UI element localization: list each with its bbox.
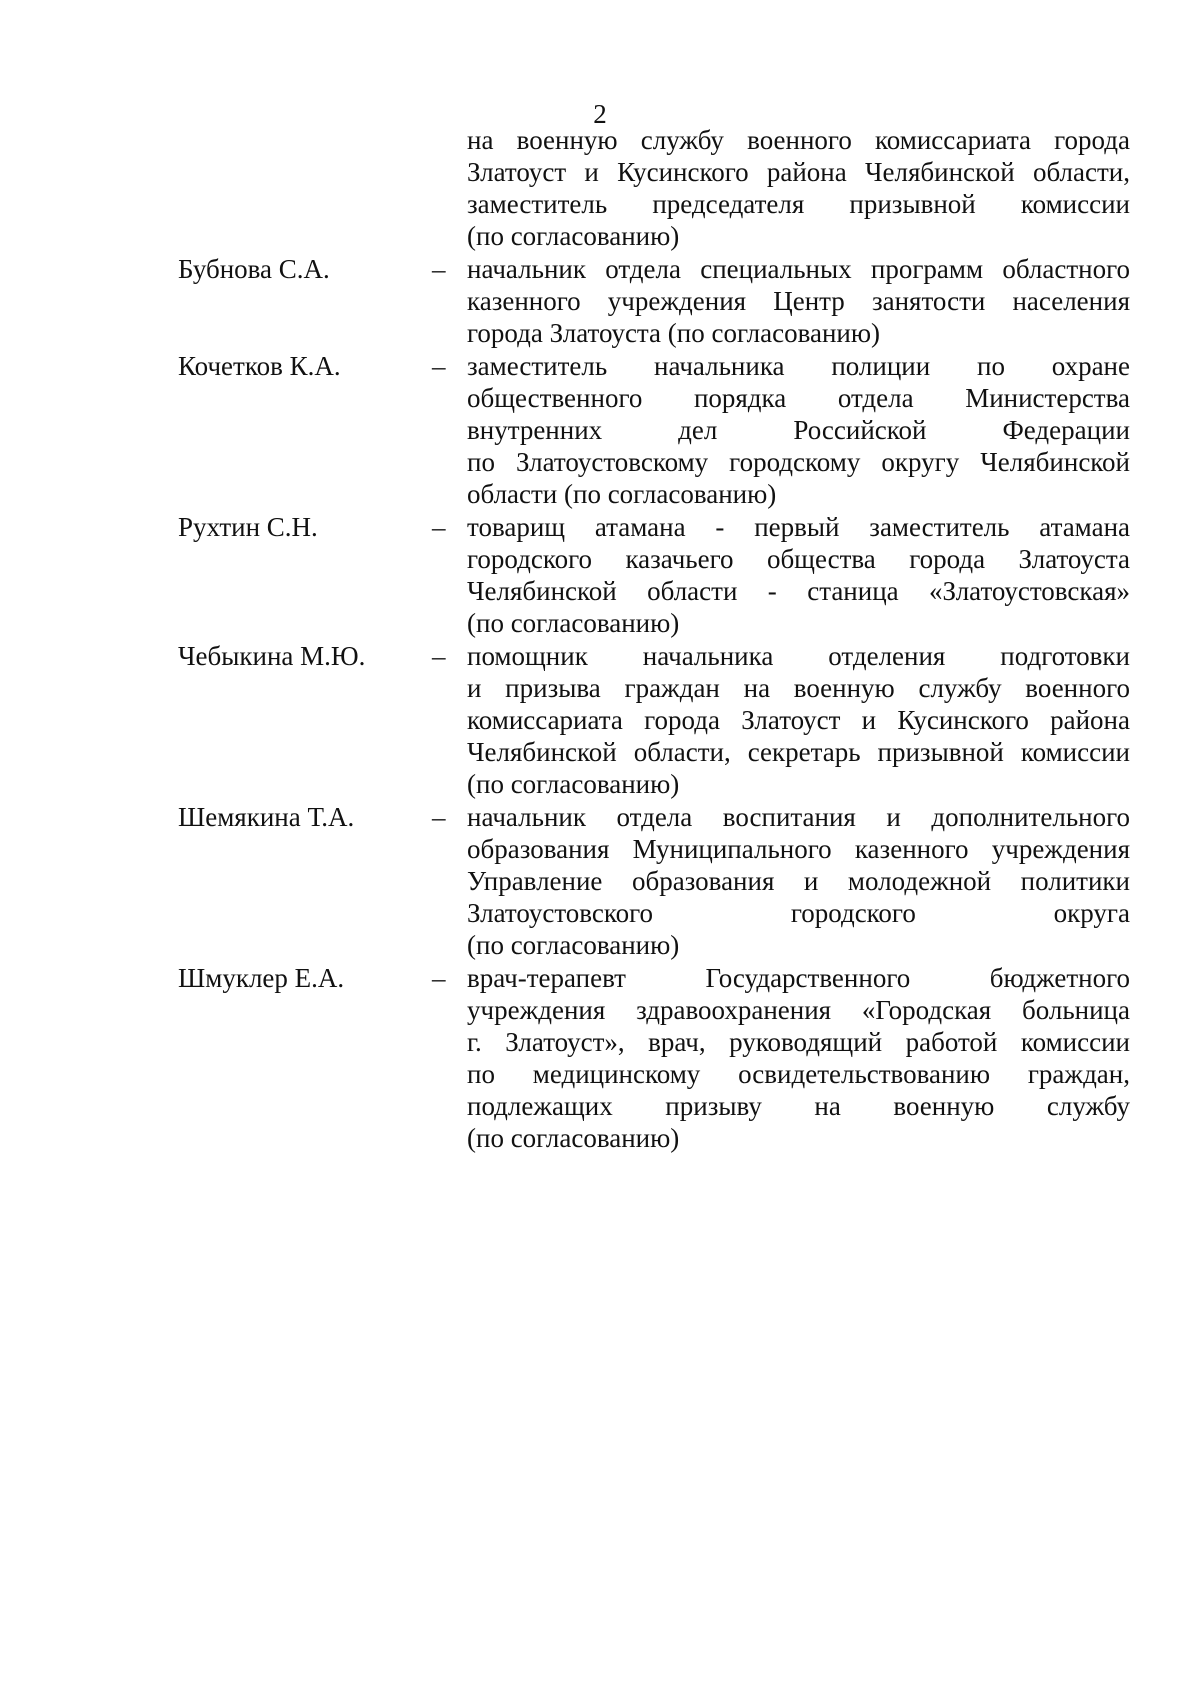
member-description-line: учреждения здравоохранения «Городская больница bbox=[467, 995, 1130, 1025]
intro-line: Златоуст и Кусинского района Челябинской области, bbox=[467, 157, 1130, 187]
member-name: Чебыкина М.Ю. bbox=[178, 641, 366, 671]
member-description-line: внутренних дел Российской Федерации bbox=[467, 415, 1130, 445]
member-description-line: Управление образования и молодежной политики bbox=[467, 866, 1130, 896]
member-description-line: (по согласованию) bbox=[467, 930, 680, 960]
member-description-line: начальник отдела воспитания и дополнительного bbox=[467, 802, 1130, 832]
dash-separator: – bbox=[432, 641, 446, 671]
intro-line: (по согласованию) bbox=[467, 221, 680, 251]
intro-line: на военную службу военного комиссариата города bbox=[467, 125, 1130, 155]
member-description-line: (по согласованию) bbox=[467, 1123, 680, 1153]
member-name: Рухтин С.Н. bbox=[178, 512, 318, 542]
member-description-line: области (по согласованию) bbox=[467, 479, 777, 509]
member-description-line: Златоустовского городского округа bbox=[467, 898, 1130, 928]
member-name: Кочетков К.А. bbox=[178, 351, 341, 381]
member-description-line: Челябинской области - станица «Златоустовская» bbox=[467, 576, 1130, 606]
dash-separator: – bbox=[432, 963, 446, 993]
member-description-line: Челябинской области, секретарь призывной комиссии bbox=[467, 737, 1130, 767]
page-number: 2 bbox=[593, 99, 607, 129]
dash-separator: – bbox=[432, 512, 446, 542]
member-description-line: (по согласованию) bbox=[467, 608, 680, 638]
member-description-line: городского казачьего общества города Златоуста bbox=[467, 544, 1130, 574]
member-name: Шмуклер Е.А. bbox=[178, 963, 345, 993]
member-description-line: начальник отдела специальных программ областного bbox=[467, 254, 1130, 284]
member-name: Шемякина Т.А. bbox=[178, 802, 355, 832]
member-name: Бубнова С.А. bbox=[178, 254, 330, 284]
dash-separator: – bbox=[432, 351, 446, 381]
member-description-line: казенного учреждения Центр занятости населения bbox=[467, 286, 1130, 316]
member-description-line: заместитель начальника полиции по охране bbox=[467, 351, 1130, 381]
member-description-line: помощник начальника отделения подготовки bbox=[467, 641, 1130, 671]
member-description-line: по медицинскому освидетельствованию граждан, bbox=[467, 1059, 1130, 1089]
member-description-line: г. Златоуст», врач, руководящий работой комиссии bbox=[467, 1027, 1130, 1057]
member-description-line: (по согласованию) bbox=[467, 769, 680, 799]
dash-separator: – bbox=[432, 254, 446, 284]
member-description-line: подлежащих призыву на военную службу bbox=[467, 1091, 1130, 1121]
member-description-line: образования Муниципального казенного учреждения bbox=[467, 834, 1130, 864]
member-description-line: и призыва граждан на военную службу военного bbox=[467, 673, 1130, 703]
member-description-line: по Златоустовскому городскому округу Челябинской bbox=[467, 447, 1130, 477]
member-description-line: общественного порядка отдела Министерства bbox=[467, 383, 1130, 413]
dash-separator: – bbox=[432, 802, 446, 832]
member-description-line: врач-терапевт Государственного бюджетного bbox=[467, 963, 1130, 993]
member-description-line: товарищ атамана - первый заместитель атамана bbox=[467, 512, 1130, 542]
intro-line: заместитель председателя призывной комиссии bbox=[467, 189, 1130, 219]
member-description-line: комиссариата города Златоуст и Кусинского района bbox=[467, 705, 1130, 735]
member-description-line: города Златоуста (по согласованию) bbox=[467, 318, 881, 348]
